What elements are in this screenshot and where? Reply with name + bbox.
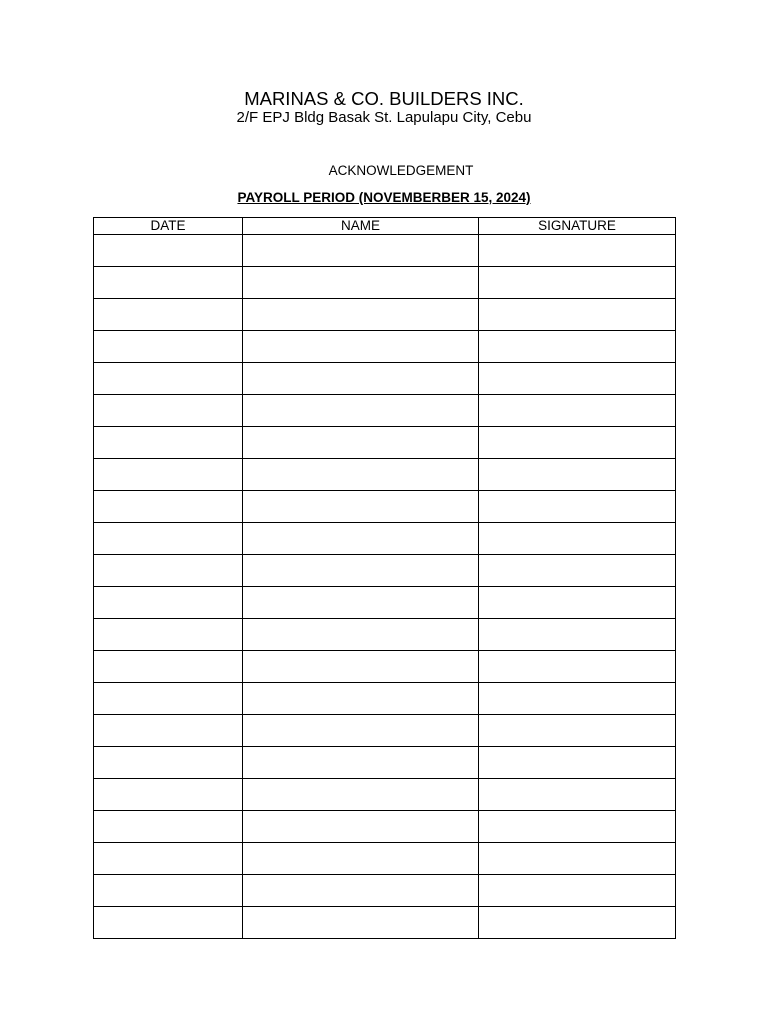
name-cell [243,395,479,427]
signature-cell [479,779,676,811]
table-row [94,747,676,779]
table-row [94,395,676,427]
table-row [94,779,676,811]
company-address: 2/F EPJ Bldg Basak St. Lapulapu City, Cebu [236,109,532,126]
signature-cell [479,427,676,459]
date-cell [94,427,243,459]
name-cell [243,555,479,587]
column-header-name: NAME [243,218,479,235]
table-row [94,587,676,619]
signature-cell [479,651,676,683]
table-row [94,555,676,587]
date-cell [94,235,243,267]
table-row [94,875,676,907]
table-row [94,331,676,363]
date-cell [94,619,243,651]
table-header-row [94,218,676,235]
signature-cell [479,587,676,619]
signature-cell [479,363,676,395]
signature-cell [479,523,676,555]
company-name: MARINAS & CO. BUILDERS INC. [244,88,524,109]
table-row [94,651,676,683]
date-cell [94,587,243,619]
table-body [94,235,676,939]
date-cell [94,491,243,523]
signature-cell [479,811,676,843]
acknowledgement-table [93,217,676,939]
table-row [94,843,676,875]
signature-cell [479,715,676,747]
date-cell [94,651,243,683]
name-cell [243,299,479,331]
signature-cell [479,331,676,363]
signature-cell [479,491,676,523]
name-cell [243,683,479,715]
date-cell [94,875,243,907]
date-cell [94,523,243,555]
signature-cell [479,235,676,267]
name-cell [243,491,479,523]
signature-cell [479,907,676,939]
table-row [94,459,676,491]
signature-cell [479,299,676,331]
date-cell [94,331,243,363]
table-row [94,811,676,843]
name-cell [243,747,479,779]
signature-cell [479,459,676,491]
column-header-date: DATE [94,218,243,235]
date-cell [94,363,243,395]
table-row [94,523,676,555]
name-cell [243,523,479,555]
name-cell [243,651,479,683]
name-cell [243,843,479,875]
table-row [94,907,676,939]
signature-cell [479,619,676,651]
signature-cell [479,747,676,779]
name-cell [243,811,479,843]
name-cell [243,715,479,747]
date-cell [94,555,243,587]
table-row [94,715,676,747]
name-cell [243,587,479,619]
name-cell [243,363,479,395]
document-title: ACKNOWLEDGEMENT [328,163,474,178]
name-cell [243,875,479,907]
name-cell [243,235,479,267]
date-cell [94,459,243,491]
table-row [94,235,676,267]
name-cell [243,427,479,459]
table-row [94,299,676,331]
table-row [94,267,676,299]
table-row [94,427,676,459]
date-cell [94,299,243,331]
name-cell [243,267,479,299]
payroll-period-heading: PAYROLL PERIOD (NOVEMBERBER 15, 2024) [237,190,531,205]
signature-cell [479,843,676,875]
name-cell [243,779,479,811]
date-cell [94,843,243,875]
date-cell [94,267,243,299]
name-cell [243,619,479,651]
name-cell [243,331,479,363]
name-cell [243,907,479,939]
signature-cell [479,267,676,299]
signature-cell [479,395,676,427]
date-cell [94,683,243,715]
date-cell [94,907,243,939]
date-cell [94,811,243,843]
signature-cell [479,555,676,587]
date-cell [94,747,243,779]
date-cell [94,715,243,747]
table-row [94,619,676,651]
column-header-signature: SIGNATURE [479,218,676,235]
date-cell [94,395,243,427]
table-row [94,491,676,523]
table-row [94,363,676,395]
date-cell [94,779,243,811]
signature-cell [479,683,676,715]
signature-cell [479,875,676,907]
name-cell [243,459,479,491]
table-row [94,683,676,715]
